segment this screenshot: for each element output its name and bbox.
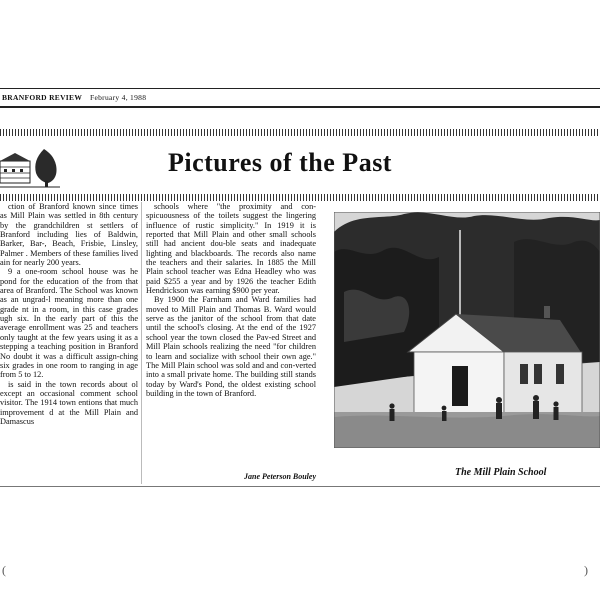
scan-corner-mark-right: ) <box>584 563 588 577</box>
col2-paragraph: By 1900 the Farnham and Ward families had moved to Mill Plain and Thomas B. Ward would serve as the janitor of the school from that date until the school's closing. At the end of the 1927 school year the town closed the Pav-ed Street and Mill Plain schools realizing the need "for children to learn and socialize with school their own age." The Mill Plain school was sold and and con-verted into a small private home. The building still stands today by Ward's Pond, the oldest existing school building in the town of Branford. <box>146 295 316 398</box>
masthead <box>0 91 600 105</box>
top-rule <box>0 88 600 89</box>
col1-paragraph: is said in the town records about ol except an occasional comment school visitor. The 1914 town entions that much improvement d at the Mill Plain and Damascus <box>0 379 138 426</box>
publication-date: February 4, 1988 <box>90 93 147 102</box>
mill-plain-school-photo <box>334 212 600 448</box>
bottom-rule <box>0 486 600 487</box>
col2-paragraph: schools where "the proximity and con-spicuousness of the toilets suggest the lingering influence of rustic simplicity." In 1919 it is reported that Mill Plain and other small schools still had ancient dou-ble seats and inadequate lighting and blackboards. The records also name the teachers and their salaries. In 1885 the Mill Plain school teacher was Edna Headley who was paid $255 a year and by 1926 the teacher Edith Hendrickson was earning $900 per year. <box>146 202 316 296</box>
title-band-bottom <box>0 194 600 201</box>
photo-caption: The Mill Plain School <box>455 467 547 478</box>
article-title: Pictures of the Past <box>168 148 392 177</box>
column-divider <box>141 202 142 484</box>
col1-paragraph: ction of Branford known since times as Mill Plain was settled in 8th century by the grandchildren st settlers of Branford including lies of Baldwin, Barker, Bar-, Beach, Frisbie, Linsley, Palmer . Members of these families lived ain for nearly 200 years. <box>0 202 138 268</box>
school-house-tree-logo <box>0 147 62 189</box>
article-column-2 <box>146 202 316 487</box>
masthead-rule <box>0 106 600 108</box>
col1-paragraph: 9 a one-room school house was he pond for the education of the from that area of Branford. The School was known as an ungrad-l meaning more than one grade nt in a room, in this case grades ugh six. In the early part of this the average enrollment was 25 and teachers only taught at the few years using it as a stepping a teaching position in Branford No doubt it was a difficult assign-ching six grades in one room to ranging in age from 5 to 12. <box>0 267 138 380</box>
publication-name: BRANFORD REVIEW <box>2 93 83 102</box>
title-band-top <box>0 129 600 136</box>
scan-corner-mark-left: ( <box>2 563 6 577</box>
article-column-1 <box>0 202 138 487</box>
author-byline: Jane Peterson Bouley <box>244 472 316 481</box>
